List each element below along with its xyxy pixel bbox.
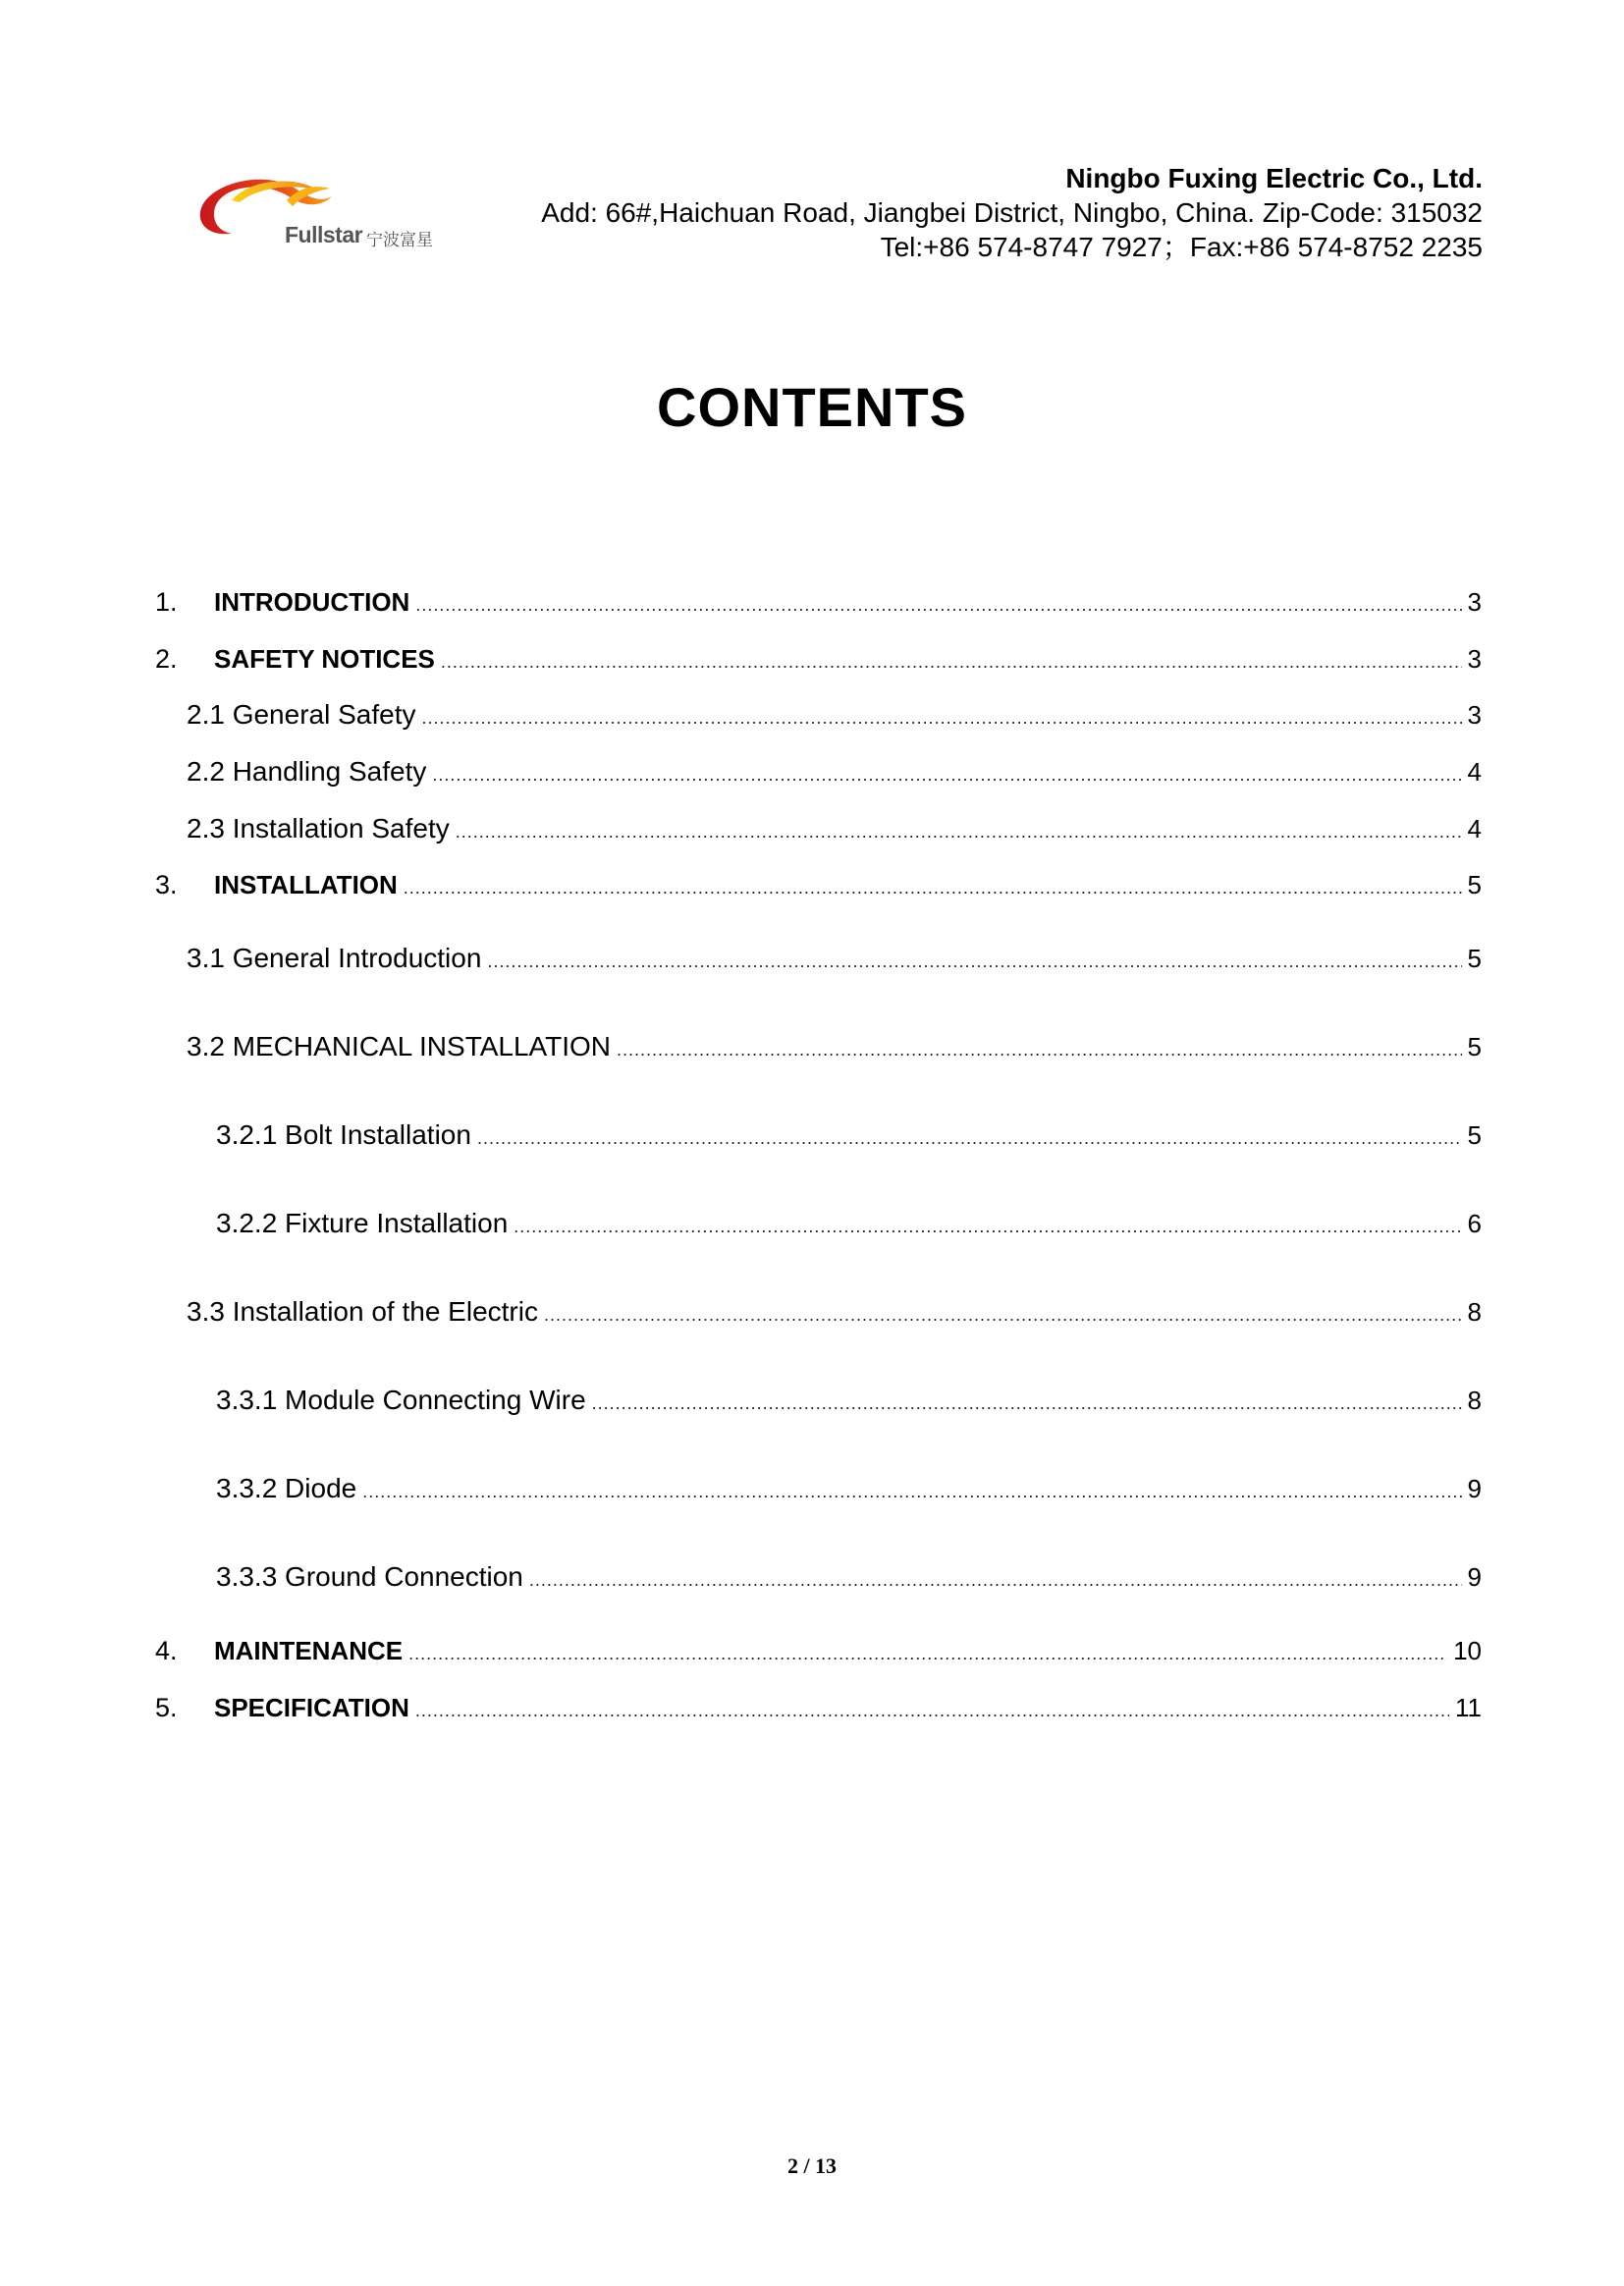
toc-number: 1. xyxy=(155,587,178,617)
toc-page-number: 5 xyxy=(1467,1032,1482,1061)
toc-leader xyxy=(441,652,1462,673)
toc-page-number: 5 xyxy=(1467,1120,1482,1150)
toc-leader xyxy=(421,708,1461,729)
toc-page-number: 11 xyxy=(1455,1693,1482,1722)
toc-leader xyxy=(432,765,1461,786)
toc-page-number: 3 xyxy=(1467,644,1482,674)
toc-leader xyxy=(514,1217,1461,1237)
company-logo xyxy=(192,167,458,255)
toc-number: 4. xyxy=(155,1636,178,1665)
toc-entry[interactable] xyxy=(187,943,1482,982)
toc-entry[interactable] xyxy=(187,1296,1482,1335)
toc-entry[interactable] xyxy=(216,1208,1482,1247)
toc-label: 3.3.3 Ground Connection xyxy=(216,1561,523,1592)
toc-page-number: 4 xyxy=(1467,757,1482,787)
toc-page-number: 9 xyxy=(1467,1562,1482,1592)
toc-label: INSTALLATION xyxy=(214,870,398,899)
toc-label: INTRODUCTION xyxy=(214,587,410,617)
toc-leader xyxy=(456,822,1462,843)
toc-leader xyxy=(404,878,1462,898)
toc-entry[interactable] xyxy=(187,756,1482,795)
toc-entry[interactable] xyxy=(155,644,1482,683)
toc-leader xyxy=(415,1701,1449,1721)
toc-label: 2.3 Installation Safety xyxy=(187,813,450,844)
toc-leader xyxy=(617,1040,1462,1061)
toc-label: MAINTENANCE xyxy=(214,1636,404,1665)
toc-label: 3.2 MECHANICAL INSTALLATION xyxy=(187,1031,612,1061)
toc-page-number: 3 xyxy=(1467,700,1482,730)
toc-leader xyxy=(362,1482,1461,1502)
toc-leader xyxy=(477,1128,1462,1149)
toc-page-number: 4 xyxy=(1467,814,1482,844)
toc-leader xyxy=(544,1305,1462,1326)
toc-entry[interactable] xyxy=(216,1385,1482,1424)
toc-entry[interactable] xyxy=(155,1693,1482,1732)
toc-number: 3. xyxy=(155,870,178,899)
toc-leader xyxy=(415,595,1461,616)
company-name: Ningbo Fuxing Electric Co., Ltd. xyxy=(1065,163,1483,193)
toc-entry[interactable] xyxy=(216,1473,1482,1512)
toc-entry[interactable] xyxy=(187,813,1482,852)
toc-label: SPECIFICATION xyxy=(214,1693,409,1722)
company-contact: Tel:+86 574-8747 7927；Fax:+86 574-8752 2235 xyxy=(880,232,1483,262)
toc-page-number: 3 xyxy=(1467,587,1482,617)
toc-leader xyxy=(529,1570,1462,1591)
toc-leader xyxy=(408,1644,1447,1664)
company-address: Add: 66#,Haichuan Road, Jiangbei District, Ningbo, China. Zip-Code: 315032 xyxy=(541,197,1483,228)
toc-entry[interactable] xyxy=(216,1119,1482,1159)
logo-wordmark: Fullstar xyxy=(285,222,363,247)
toc-label: 3.3.1 Module Connecting Wire xyxy=(216,1385,586,1415)
toc-label: 2.1 General Safety xyxy=(187,699,416,730)
toc-entry[interactable] xyxy=(187,699,1482,738)
toc-page-number: 8 xyxy=(1467,1297,1482,1327)
page-title: CONTENTS xyxy=(657,376,967,438)
toc-entry[interactable] xyxy=(155,1636,1482,1675)
toc-label: 3.1 General Introduction xyxy=(187,943,482,973)
toc-label: SAFETY NOTICES xyxy=(214,644,435,674)
toc-page-number: 6 xyxy=(1467,1209,1482,1238)
toc-entry[interactable] xyxy=(216,1561,1482,1601)
toc-page-number: 8 xyxy=(1467,1386,1482,1415)
toc-entry[interactable] xyxy=(155,870,1482,909)
toc-entry[interactable] xyxy=(155,587,1482,626)
toc-page-number: 5 xyxy=(1467,870,1482,899)
toc-leader xyxy=(487,952,1461,972)
toc-label: 3.3.2 Diode xyxy=(216,1473,357,1503)
page-number-footer: 2 / 13 xyxy=(786,2153,838,2178)
toc-label: 3.3 Installation of the Electric xyxy=(187,1296,538,1327)
toc-entry[interactable] xyxy=(187,1031,1482,1070)
toc-leader xyxy=(592,1393,1462,1414)
toc-label: 2.2 Handling Safety xyxy=(187,756,427,787)
logo-chinese-name: 宁波富星 xyxy=(366,231,433,250)
toc-number: 5. xyxy=(155,1693,178,1722)
toc-number: 2. xyxy=(155,644,178,674)
company-header xyxy=(541,161,1483,264)
toc-label: 3.2.1 Bolt Installation xyxy=(216,1119,471,1150)
toc-page-number: 10 xyxy=(1453,1636,1482,1665)
toc-page-number: 5 xyxy=(1467,944,1482,973)
toc-label: 3.2.2 Fixture Installation xyxy=(216,1208,509,1238)
toc-page-number: 9 xyxy=(1467,1474,1482,1503)
